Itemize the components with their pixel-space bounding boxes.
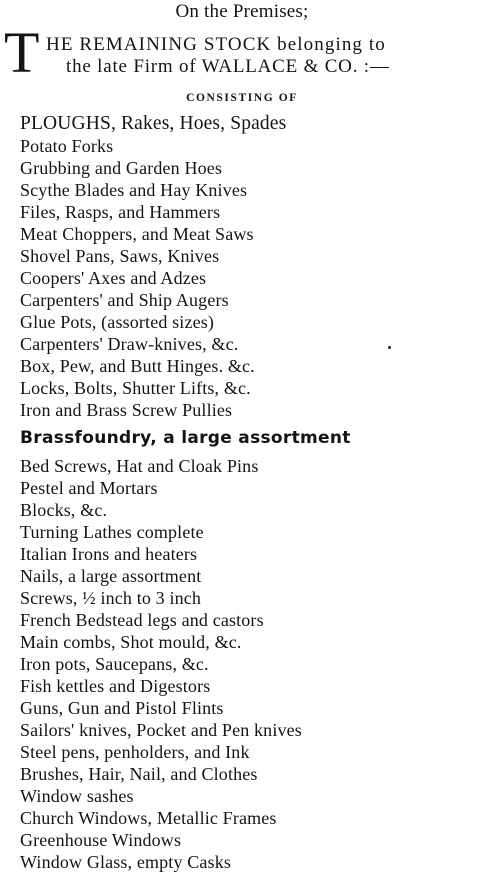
stock-item: Guns, Gun and Pistol Flints	[20, 698, 224, 718]
print-speck	[388, 346, 391, 349]
stock-item: Carpenters' Draw-knives, &c.	[20, 334, 239, 354]
stock-item: Meat Choppers, and Meat Saws	[20, 224, 254, 244]
heading-line-1: HE REMAINING STOCK belonging to	[46, 34, 386, 55]
stock-item: Fish kettles and Digestors	[20, 676, 211, 696]
stock-item: Potato Forks	[20, 136, 114, 156]
premises-line: On the Premises;	[175, 1, 309, 22]
stock-item: Blocks, &c.	[20, 500, 108, 520]
stock-item-highlight: Brassfoundry, a large assortment	[20, 428, 351, 448]
stock-item: Sailors' knives, Pocket and Pen knives	[20, 720, 302, 740]
stock-item: Steel pens, penholders, and Ink	[20, 742, 250, 762]
stock-item: Italian Irons and heaters	[20, 544, 198, 564]
stock-item: Turning Lathes complete	[20, 522, 204, 542]
drop-cap-letter: T	[4, 20, 40, 85]
stock-item: Iron and Brass Screw Pullies	[20, 400, 233, 420]
stock-item: Bed Screws, Hat and Cloak Pins	[20, 456, 259, 476]
stock-item: Screws, ½ inch to 3 inch	[20, 588, 202, 608]
stock-item: Grubbing and Garden Hoes	[20, 158, 223, 178]
stock-item: Brushes, Hair, Nail, and Clothes	[20, 764, 258, 784]
stock-item: Glue Pots, (assorted sizes)	[20, 312, 215, 332]
stock-item: Iron pots, Saucepans, &c.	[20, 654, 209, 674]
stock-item: Carpenters' and Ship Augers	[20, 290, 229, 310]
stock-item: Pestel and Mortars	[20, 478, 158, 498]
stock-item: Church Windows, Metallic Frames	[20, 808, 277, 828]
stock-item: Greenhouse Windows	[20, 830, 182, 850]
stock-item: Shovel Pans, Saws, Knives	[20, 246, 220, 266]
stock-item: Scythe Blades and Hay Knives	[20, 180, 248, 200]
stock-item: PLOUGHS, Rakes, Hoes, Spades	[20, 113, 287, 134]
stock-item: Files, Rasps, and Hammers	[20, 202, 221, 222]
stock-item-list	[20, 113, 351, 873]
stock-item: Coopers' Axes and Adzes	[20, 268, 207, 288]
heading-line-2: the late Firm of WALLACE & CO. :—	[66, 56, 390, 77]
stock-item: Box, Pew, and Butt Hinges. &c.	[20, 356, 255, 376]
stock-item: Locks, Bolts, Shutter Lifts, &c.	[20, 378, 251, 398]
stock-item: Nails, a large assortment	[20, 566, 202, 586]
stock-item: Window sashes	[20, 786, 134, 806]
stock-item: French Bedstead legs and castors	[20, 610, 264, 630]
stock-item: Main combs, Shot mould, &c.	[20, 632, 242, 652]
stock-item: Window Glass, empty Casks	[20, 852, 232, 872]
consisting-of-label: CONSISTING OF	[186, 92, 298, 104]
